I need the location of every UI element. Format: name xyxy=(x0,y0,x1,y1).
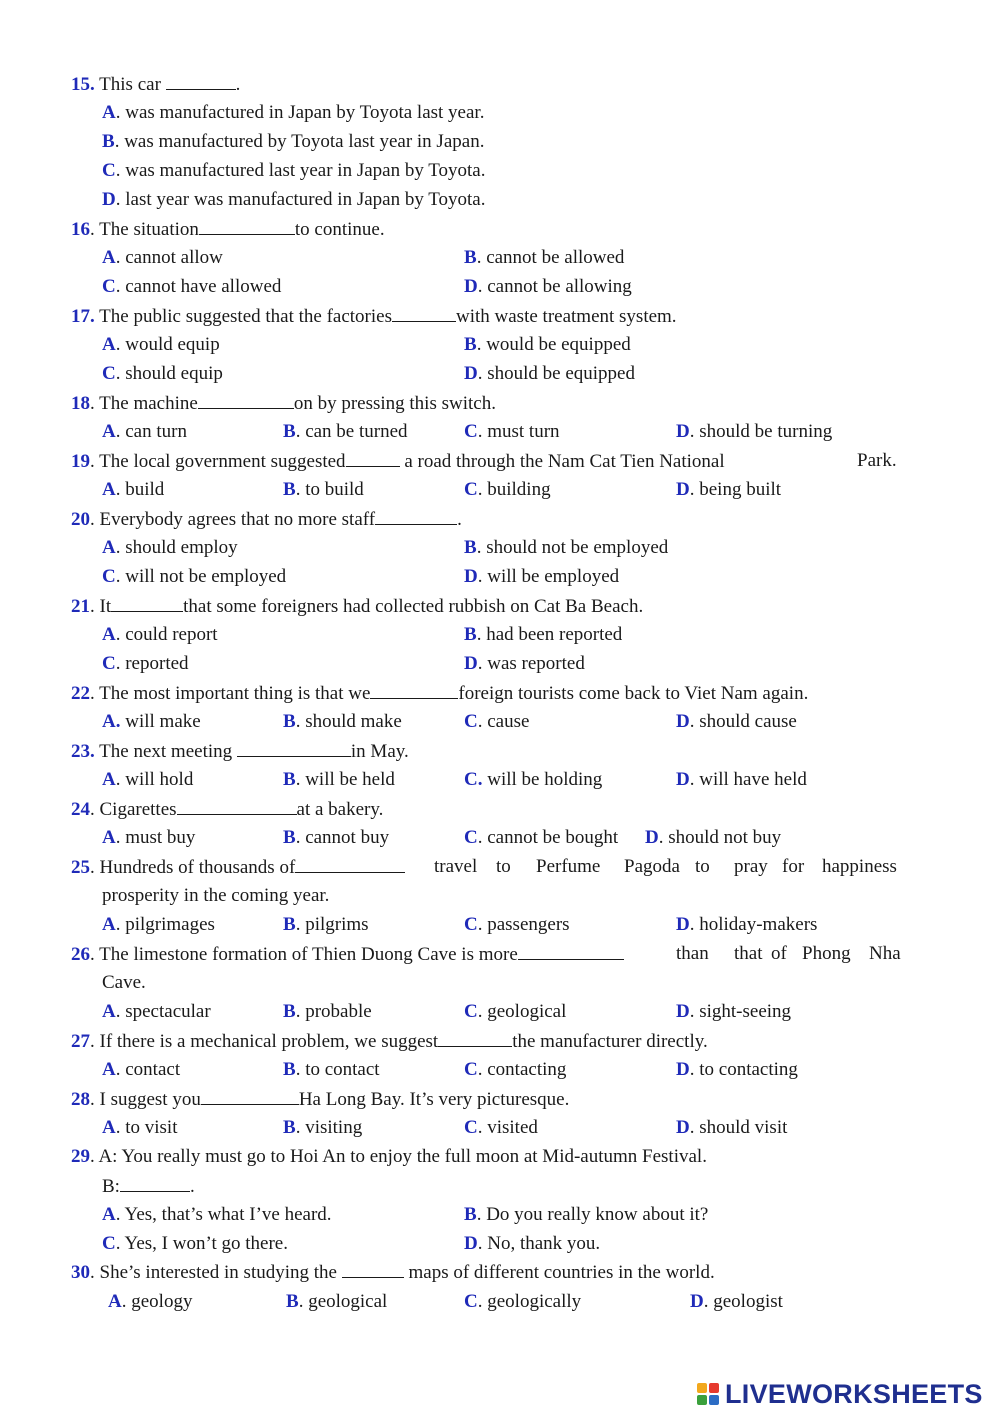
justified-word: to xyxy=(695,856,710,877)
stem-text: a road through the Nam Cat Tien National xyxy=(399,451,725,472)
question-18-option-c[interactable] xyxy=(464,418,560,446)
option-letter: B xyxy=(283,1117,296,1138)
stem-text: The public suggested that the factories xyxy=(99,306,392,327)
option-text: . could report xyxy=(115,624,218,645)
option-letter: C xyxy=(464,711,478,732)
question-24-option-d[interactable] xyxy=(645,824,781,852)
option-letter: D xyxy=(645,827,659,848)
answer-blank xyxy=(518,940,624,960)
stem-text: . The most important thing is that we xyxy=(90,683,371,704)
option-letter: A xyxy=(102,479,116,500)
question-28-option-d[interactable] xyxy=(676,1114,787,1142)
logo-square xyxy=(697,1383,707,1393)
answer-blank xyxy=(111,592,183,612)
option-letter: D xyxy=(464,1233,478,1254)
option-letter: D xyxy=(464,276,478,297)
answer-blank xyxy=(438,1027,512,1047)
option-letter: C xyxy=(102,160,116,181)
option-text: . should not be employed xyxy=(476,537,669,558)
question-20-option-a[interactable] xyxy=(102,534,238,562)
question-30-option-d[interactable] xyxy=(690,1288,783,1316)
option-letter: A xyxy=(102,1117,116,1138)
question-22-option-a[interactable] xyxy=(102,708,201,736)
question-17-stem xyxy=(71,302,677,330)
question-25-option-c[interactable] xyxy=(464,911,570,939)
answer-blank xyxy=(295,853,405,873)
justified-word: Nha xyxy=(869,943,901,964)
stem-text: in May. xyxy=(350,741,409,762)
question-28-option-a[interactable] xyxy=(102,1114,178,1142)
question-number: 26 xyxy=(71,944,90,965)
question-number: 18 xyxy=(71,393,90,414)
question-25-option-b[interactable] xyxy=(283,911,369,939)
stem-text: . The machine xyxy=(90,393,198,414)
option-text: . contact xyxy=(115,1059,181,1080)
option-letter: D xyxy=(102,189,116,210)
option-text: . reported xyxy=(115,653,189,674)
option-letter: B xyxy=(283,914,296,935)
option-letter: D xyxy=(464,363,478,384)
question-number: 27 xyxy=(71,1031,90,1052)
question-number: 20 xyxy=(71,509,90,530)
question-16-option-b[interactable] xyxy=(464,244,624,272)
question-28-option-b[interactable] xyxy=(283,1114,362,1142)
question-20-option-c[interactable] xyxy=(102,563,286,591)
option-letter: A xyxy=(102,624,116,645)
option-letter: B xyxy=(464,1204,477,1225)
answer-blank xyxy=(392,302,456,322)
question-28-stem xyxy=(71,1085,569,1113)
option-letter: B xyxy=(286,1291,299,1312)
option-text: . cause xyxy=(477,711,530,732)
option-letter: D xyxy=(676,421,690,442)
option-text: . had been reported xyxy=(476,624,623,645)
question-27-option-c[interactable] xyxy=(464,1056,566,1084)
stem-text: that some foreigners had collected rubbish on Cat Ba Beach. xyxy=(183,596,644,617)
option-letter: C xyxy=(464,479,478,500)
option-text: . should be turning xyxy=(689,421,833,442)
question-16-option-d[interactable] xyxy=(464,273,632,301)
option-letter: D xyxy=(676,711,690,732)
answer-blank xyxy=(370,679,458,699)
option-text: . cannot be allowing xyxy=(477,276,632,297)
option-text: . geologist xyxy=(703,1291,783,1312)
question-17-option-c[interactable] xyxy=(102,360,223,388)
question-15-option-a[interactable] xyxy=(102,99,484,127)
question-25-stem xyxy=(71,853,405,881)
answer-blank xyxy=(237,737,351,757)
question-22-option-b[interactable] xyxy=(283,708,402,736)
justified-word: Perfume xyxy=(536,856,601,877)
option-text: . sight-seeing xyxy=(689,1001,792,1022)
option-text: . should not buy xyxy=(658,827,782,848)
option-text: . probable xyxy=(295,1001,372,1022)
option-text: . passengers xyxy=(477,914,570,935)
option-text: . pilgrimages xyxy=(115,914,215,935)
option-letter: A xyxy=(102,1059,116,1080)
question-29-stem xyxy=(71,1143,707,1171)
question-21-option-b[interactable] xyxy=(464,621,622,649)
option-text: . visiting xyxy=(295,1117,363,1138)
option-text: . was reported xyxy=(477,653,585,674)
question-24-option-a[interactable] xyxy=(102,824,195,852)
option-letter: B xyxy=(102,131,115,152)
option-letter: B xyxy=(283,1059,296,1080)
option-letter: B xyxy=(464,537,477,558)
option-letter: B xyxy=(283,1001,296,1022)
stem-text: This car xyxy=(99,74,166,95)
option-letter: A xyxy=(102,334,116,355)
option-text: . geological xyxy=(298,1291,388,1312)
question-24-option-c[interactable] xyxy=(464,824,618,852)
question-number: 28 xyxy=(71,1089,90,1110)
question-15-option-c[interactable] xyxy=(102,157,486,185)
question-21-stem xyxy=(71,592,643,620)
answer-blank xyxy=(166,70,236,90)
stem-text: to continue. xyxy=(294,219,385,240)
question-number: 25 xyxy=(71,857,90,878)
option-text: . last year was manufactured in Japan by Toyota. xyxy=(115,189,486,210)
stem-text: the manufacturer directly. xyxy=(512,1031,708,1052)
justified-word: travel xyxy=(434,856,478,877)
stem-text: B: xyxy=(102,1176,120,1197)
option-letter: B xyxy=(283,711,296,732)
question-28-option-c[interactable] xyxy=(464,1114,538,1142)
question-26-option-c[interactable] xyxy=(464,998,566,1026)
question-29-option-d[interactable] xyxy=(464,1230,600,1258)
question-15-stem xyxy=(71,70,240,98)
option-letter: A xyxy=(102,827,116,848)
question-19-stem xyxy=(71,447,725,475)
question-19-stem-tail: Park. xyxy=(857,450,897,471)
question-26-option-a[interactable] xyxy=(102,998,211,1026)
option-text: . Do you really know about it? xyxy=(476,1204,709,1225)
question-22-option-d[interactable] xyxy=(676,708,797,736)
option-text: . cannot have allowed xyxy=(115,276,282,297)
option-letter: C xyxy=(102,1233,116,1254)
option-letter: D xyxy=(676,1117,690,1138)
justified-word: happiness xyxy=(822,856,897,877)
question-24-option-b[interactable] xyxy=(283,824,389,852)
question-29-option-b[interactable] xyxy=(464,1201,708,1229)
option-letter: B xyxy=(283,827,296,848)
question-27-option-a[interactable] xyxy=(102,1056,180,1084)
justified-word: Phong xyxy=(802,943,851,964)
question-15-option-b[interactable] xyxy=(102,128,484,156)
question-23-option-b[interactable] xyxy=(283,766,395,794)
stem-text: foreign tourists come back to Viet Nam again. xyxy=(458,683,809,704)
stem-text: . The local government suggested xyxy=(90,451,346,472)
option-text: . cannot be bought xyxy=(477,827,619,848)
justified-word: for xyxy=(782,856,805,877)
answer-blank xyxy=(199,215,295,235)
option-letter: B xyxy=(283,421,296,442)
question-18-option-a[interactable] xyxy=(102,418,187,446)
option-letter: A xyxy=(108,1291,122,1312)
question-23-option-d[interactable] xyxy=(676,766,807,794)
option-text: . geology xyxy=(121,1291,193,1312)
option-letter: D xyxy=(676,479,690,500)
option-letter: D xyxy=(464,566,478,587)
option-letter: D xyxy=(676,1001,690,1022)
option-letter: A xyxy=(102,247,116,268)
justified-word: that xyxy=(734,943,763,964)
option-letter: A xyxy=(102,1001,116,1022)
logo-square xyxy=(709,1395,719,1405)
question-23-option-a[interactable] xyxy=(102,766,193,794)
option-text: . to contacting xyxy=(689,1059,798,1080)
option-text: . spectacular xyxy=(115,1001,211,1022)
answer-blank xyxy=(120,1172,190,1192)
stem-text: . She’s interested in studying the xyxy=(90,1262,342,1283)
stem-text: . A: You really must go to Hoi An to enjoy the full moon at Mid-autumn Festival. xyxy=(90,1146,707,1167)
justified-word: of xyxy=(771,943,787,964)
option-letter: C xyxy=(464,1117,478,1138)
question-16-stem xyxy=(71,215,385,243)
option-text: . being built xyxy=(689,479,782,500)
option-letter: C xyxy=(102,653,116,674)
stem-text: Ha Long Bay. It’s very picturesque. xyxy=(298,1089,570,1110)
option-letter: A xyxy=(102,421,116,442)
question-26-stem xyxy=(71,940,624,968)
option-letter: C xyxy=(102,363,116,384)
stem-text: . xyxy=(235,74,241,95)
question-16-option-c[interactable] xyxy=(102,273,281,301)
option-letter: A xyxy=(102,769,116,790)
question-19-option-c[interactable] xyxy=(464,476,551,504)
question-number: 16 xyxy=(71,219,90,240)
answer-blank xyxy=(201,1085,299,1105)
option-letter: A xyxy=(102,1204,116,1225)
question-27-option-d[interactable] xyxy=(676,1056,798,1084)
question-24-stem xyxy=(71,795,383,823)
option-letter: C xyxy=(464,914,478,935)
question-18-stem xyxy=(71,389,496,417)
question-number: 30 xyxy=(71,1262,90,1283)
option-text: . No, thank you. xyxy=(477,1233,601,1254)
stem-text: with waste treatment system. xyxy=(456,306,677,327)
answer-blank xyxy=(375,505,457,525)
option-text: . visited xyxy=(477,1117,538,1138)
question-25-option-d[interactable] xyxy=(676,911,817,939)
answer-blank xyxy=(177,795,297,815)
option-letter: C xyxy=(464,421,478,442)
question-26-option-b[interactable] xyxy=(283,998,372,1026)
question-22-stem xyxy=(71,679,808,707)
question-number: 15. xyxy=(71,74,95,95)
question-number: 21 xyxy=(71,596,90,617)
question-number: 24 xyxy=(71,799,90,820)
option-text: . was manufactured last year in Japan by Toyota. xyxy=(115,160,486,181)
question-29-option-a[interactable] xyxy=(102,1201,332,1229)
question-30-stem xyxy=(71,1258,715,1286)
option-text: will be holding xyxy=(482,769,603,790)
liveworksheets-logo xyxy=(697,1376,983,1412)
question-26-stem-line2: Cave. xyxy=(102,972,146,993)
option-text: . Yes, I won’t go there. xyxy=(115,1233,288,1254)
option-text: . geologically xyxy=(477,1291,582,1312)
question-27-option-b[interactable] xyxy=(283,1056,380,1084)
option-text: . would equip xyxy=(115,334,220,355)
question-22-option-c[interactable] xyxy=(464,708,529,736)
answer-blank xyxy=(342,1258,404,1278)
option-text: . can be turned xyxy=(295,421,408,442)
option-letter: C. xyxy=(464,769,483,790)
justified-word: pray xyxy=(734,856,768,877)
option-text: . geological xyxy=(477,1001,567,1022)
option-letter: D xyxy=(676,1059,690,1080)
justified-word: to xyxy=(496,856,511,877)
question-number: 23. xyxy=(71,741,95,762)
stem-text: . xyxy=(457,509,462,530)
option-letter: D xyxy=(464,653,478,674)
question-16-option-a[interactable] xyxy=(102,244,223,272)
question-number: 17. xyxy=(71,306,95,327)
stem-text: . Everybody agrees that no more staff xyxy=(90,509,376,530)
question-20-option-d[interactable] xyxy=(464,563,619,591)
option-text: . Yes, that’s what I’ve heard. xyxy=(115,1204,332,1225)
question-15-option-d[interactable] xyxy=(102,186,486,214)
option-letter: A xyxy=(102,537,116,558)
option-text: . must buy xyxy=(115,827,196,848)
logo-square xyxy=(697,1395,707,1405)
option-text: will make xyxy=(120,711,201,732)
option-letter: B xyxy=(464,334,477,355)
question-29-stem-line2 xyxy=(102,1172,195,1200)
question-19-option-b[interactable] xyxy=(283,476,364,504)
option-text: . build xyxy=(115,479,165,500)
option-text: . must turn xyxy=(477,421,560,442)
option-text: . to visit xyxy=(115,1117,178,1138)
question-23-stem xyxy=(71,737,409,765)
question-number: 29 xyxy=(71,1146,90,1167)
option-text: . should make xyxy=(295,711,402,732)
option-text: . cannot allow xyxy=(115,247,223,268)
question-26-option-d[interactable] xyxy=(676,998,791,1026)
stem-text: . The situation xyxy=(90,219,199,240)
logo-squares-icon xyxy=(697,1383,719,1405)
stem-text: . I suggest you xyxy=(90,1089,201,1110)
option-text: . contacting xyxy=(477,1059,567,1080)
stem-text: . Hundreds of thousands of xyxy=(90,857,296,878)
option-text: . should be equipped xyxy=(477,363,635,384)
option-text: . to contact xyxy=(295,1059,380,1080)
stem-text: . The limestone formation of Thien Duong Cave is more xyxy=(90,944,518,965)
option-letter: B xyxy=(283,479,296,500)
stem-text: The next meeting xyxy=(99,741,237,762)
option-text: . holiday-makers xyxy=(689,914,818,935)
question-27-stem xyxy=(71,1027,708,1055)
justified-word: than xyxy=(676,943,709,964)
question-19-option-a[interactable] xyxy=(102,476,164,504)
option-letter: D xyxy=(676,769,690,790)
option-letter: C xyxy=(464,1059,478,1080)
question-30-option-c[interactable] xyxy=(464,1288,581,1316)
question-17-option-b[interactable] xyxy=(464,331,631,359)
question-20-option-b[interactable] xyxy=(464,534,668,562)
question-29-option-c[interactable] xyxy=(102,1230,288,1258)
option-letter: C xyxy=(102,566,116,587)
option-letter: C xyxy=(464,827,478,848)
stem-text: . xyxy=(189,1176,195,1197)
question-21-option-a[interactable] xyxy=(102,621,218,649)
option-letter: A. xyxy=(102,711,121,732)
answer-blank xyxy=(198,389,294,409)
question-25-stem-line2: prosperity in the coming year. xyxy=(102,885,330,906)
option-text: . to build xyxy=(295,479,364,500)
option-text: . cannot buy xyxy=(295,827,390,848)
stem-text: . If there is a mechanical problem, we suggest xyxy=(90,1031,439,1052)
option-text: . will have held xyxy=(689,769,807,790)
stem-text: maps of different countries in the world. xyxy=(403,1262,715,1283)
option-text: . should visit xyxy=(689,1117,788,1138)
option-letter: B xyxy=(464,624,477,645)
option-letter: C xyxy=(464,1001,478,1022)
option-text: . can turn xyxy=(115,421,187,442)
option-letter: C xyxy=(464,1291,478,1312)
question-21-option-d[interactable] xyxy=(464,650,585,678)
question-20-stem xyxy=(71,505,462,533)
question-18-option-b[interactable] xyxy=(283,418,408,446)
option-text: . should cause xyxy=(689,711,797,732)
question-19-option-d[interactable] xyxy=(676,476,781,504)
answer-blank xyxy=(346,447,400,467)
option-letter: C xyxy=(102,276,116,297)
stem-text: . It xyxy=(90,596,112,617)
option-text: . building xyxy=(477,479,551,500)
question-30-option-b[interactable] xyxy=(286,1288,387,1316)
option-text: . will hold xyxy=(115,769,194,790)
brand-wordmark: LIVEWORKSHEETS xyxy=(725,1378,983,1409)
option-text: . was manufactured by Toyota last year in Japan. xyxy=(114,131,485,152)
option-letter: D xyxy=(690,1291,704,1312)
option-text: . would be equipped xyxy=(476,334,631,355)
option-text: . will be employed xyxy=(477,566,620,587)
question-17-option-d[interactable] xyxy=(464,360,635,388)
stem-text: . Cigarettes xyxy=(90,799,177,820)
option-letter: A xyxy=(102,914,116,935)
question-18-option-d[interactable] xyxy=(676,418,832,446)
option-text: . was manufactured in Japan by Toyota last year. xyxy=(115,102,485,123)
option-letter: A xyxy=(102,102,116,123)
question-23-option-c[interactable] xyxy=(464,766,602,794)
justified-word: Pagoda xyxy=(624,856,680,877)
logo-square xyxy=(709,1383,719,1393)
question-30-option-a[interactable] xyxy=(108,1288,192,1316)
question-25-option-a[interactable] xyxy=(102,911,215,939)
option-text: . will not be employed xyxy=(115,566,287,587)
option-text: . should equip xyxy=(115,363,223,384)
option-letter: B xyxy=(283,769,296,790)
stem-text: at a bakery. xyxy=(296,799,384,820)
option-text: . should employ xyxy=(115,537,238,558)
option-text: . pilgrims xyxy=(295,914,369,935)
question-21-option-c[interactable] xyxy=(102,650,189,678)
question-17-option-a[interactable] xyxy=(102,331,220,359)
question-number: 22 xyxy=(71,683,90,704)
option-letter: B xyxy=(464,247,477,268)
option-text: . cannot be allowed xyxy=(476,247,625,268)
option-letter: D xyxy=(676,914,690,935)
question-number: 19 xyxy=(71,451,90,472)
option-text: . will be held xyxy=(295,769,395,790)
stem-text: on by pressing this switch. xyxy=(293,393,496,414)
